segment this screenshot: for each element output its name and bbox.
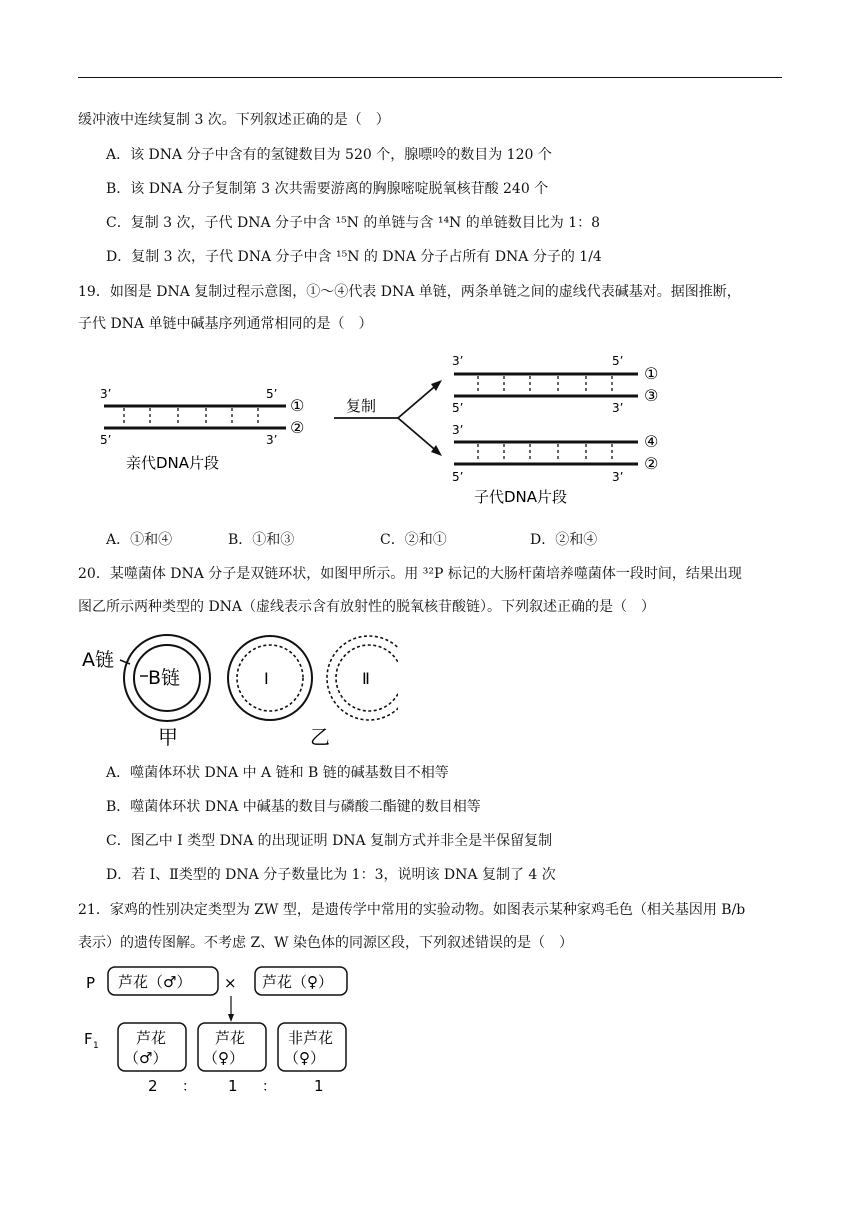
ratio-female-barred: 1 — [228, 1077, 238, 1095]
q20-stem-line1: 20．某噬菌体 DNA 分子是双链环状，如图甲所示。用 ³²P 标记的大肠杆菌培养噬菌体一段时间，结果出现 — [78, 566, 742, 582]
f1-female-barred-top: 芦花 — [215, 1029, 246, 1047]
f1-female-barred-bottom: （♀） — [203, 1049, 244, 1067]
p-female-label: 芦花（♀） — [262, 973, 333, 991]
parent-5prime-label: 5’ — [266, 387, 278, 401]
parent-3prime-bottom-label: 3’ — [266, 433, 278, 447]
f1-male-top: 芦花 — [136, 1029, 167, 1047]
cross-symbol: × — [224, 974, 237, 992]
strand-2-child-label: ② — [644, 454, 659, 473]
q18-option-d: D．复制 3 次，子代 DNA 分子中含 ¹⁵N 的 DNA 分子占所有 DNA 分子的 1/4 — [106, 249, 602, 265]
q18-option-b: B．该 DNA 分子复制第 3 次共需要游离的胸腺嘧啶脱氧核苷酸 240 个 — [106, 181, 549, 197]
q20-option-d: D．若 I、Ⅱ类型的 DNA 分子数量比为 1：3，说明该 DNA 复制了 4 次 — [106, 867, 556, 883]
ratio-male: 2 — [148, 1077, 158, 1095]
type-2-label: Ⅱ — [362, 669, 370, 688]
parent-dna-label: 亲代DNA片段 — [126, 454, 220, 472]
strand-2-label: ② — [290, 418, 305, 437]
child1-5prime-label: 5’ — [612, 354, 624, 368]
child1-5prime-bottom-label: 5’ — [452, 401, 464, 415]
strand-3-label: ③ — [644, 386, 659, 405]
child2-3prime-label: 3’ — [452, 423, 464, 437]
q20-option-c: C．图乙中 I 类型 DNA 的出现证明 DNA 复制方式并非全是半保留复制 — [106, 833, 553, 849]
q19-option-b: B．①和③ — [228, 532, 295, 548]
q20-option-b: B．噬菌体环状 DNA 中碱基的数目与磷酸二酯键的数目相等 — [106, 799, 481, 815]
parent-5prime-bottom-label: 5’ — [100, 433, 112, 447]
q19-option-c: C．②和① — [380, 532, 447, 548]
q18-stem: 缓冲液中连续复制 3 次。下列叙述正确的是（ ） — [78, 112, 390, 128]
q20-stem-line2: 图乙所示两种类型的 DNA（虚线表示含有放射性的脱氧核苷酸链）。下列叙述正确的是（ ） — [78, 599, 656, 615]
type-1-label: Ⅰ — [264, 669, 269, 688]
q19-option-a: A．①和④ — [106, 532, 173, 548]
jia-label: 甲 — [158, 725, 178, 749]
strand-1-child-label: ① — [644, 364, 659, 383]
q21-stem-line2: 表示）的遗传图解。不考虑 Z、W 染色体的同源区段，下列叙述错误的是（ ） — [78, 935, 574, 951]
parent-3prime-label: 3’ — [100, 387, 112, 401]
yi-label: 乙 — [310, 725, 330, 749]
replication-arrow-label: 复制 — [346, 397, 377, 415]
f1-female-nonbarred-bottom: （♀） — [284, 1049, 325, 1067]
strand-4-label: ④ — [644, 432, 659, 451]
q19-option-d: D．②和④ — [530, 532, 598, 548]
q18-option-a: A．该 DNA 分子中含有的氢键数目为 520 个，腺嘌呤的数目为 120 个 — [106, 147, 552, 163]
f1-female-nonbarred-top: 非芦花 — [288, 1029, 334, 1047]
child2-5prime-label: 5’ — [452, 470, 464, 484]
ratio-female-nonbarred: 1 — [314, 1077, 324, 1095]
p-male-label: 芦花（♂） — [118, 973, 192, 991]
child2-3prime-bottom-label: 3’ — [612, 470, 624, 484]
a-chain-label: A链 — [82, 649, 114, 671]
f1-generation-label: F — [84, 1030, 93, 1048]
f1-subscript: 1 — [93, 1041, 99, 1051]
q20-option-a: A．噬菌体环状 DNA 中 A 链和 B 链的碱基数目不相等 — [106, 765, 449, 781]
p-generation-label: P — [86, 974, 96, 992]
q21-stem-line1: 21．家鸡的性别决定类型为 ZW 型，是遗传学中常用的实验动物。如图表示某种家鸡毛色（相关基因用 B/b — [78, 902, 746, 918]
ratio-colon-1: ： — [182, 1079, 196, 1095]
dna-replication-figure — [90, 348, 680, 510]
q19-stem-line1: 19．如图是 DNA 复制过程示意图，①～④代表 DNA 单链，两条单链之间的虚线代表碱基对。据图推断， — [78, 284, 741, 300]
q18-option-c: C．复制 3 次，子代 DNA 分子中含 ¹⁵N 的单链与含 ¹⁴N 的单链数目比为 1：8 — [106, 215, 601, 231]
chicken-cross-figure — [78, 960, 378, 1100]
header-rule — [78, 77, 782, 78]
circular-dna-figure — [78, 632, 398, 752]
ratio-colon-2: ： — [262, 1079, 276, 1095]
f1-male-bottom: （♂） — [124, 1049, 168, 1067]
child1-3prime-label: 3’ — [452, 354, 464, 368]
child1-3prime-bottom-label: 3’ — [612, 401, 624, 415]
child-dna-label: 子代DNA片段 — [474, 488, 568, 506]
b-chain-label: B链 — [148, 667, 181, 689]
q19-stem-line2: 子代 DNA 单链中碱基序列通常相同的是（ ） — [78, 316, 373, 332]
strand-1-label: ① — [290, 396, 305, 415]
